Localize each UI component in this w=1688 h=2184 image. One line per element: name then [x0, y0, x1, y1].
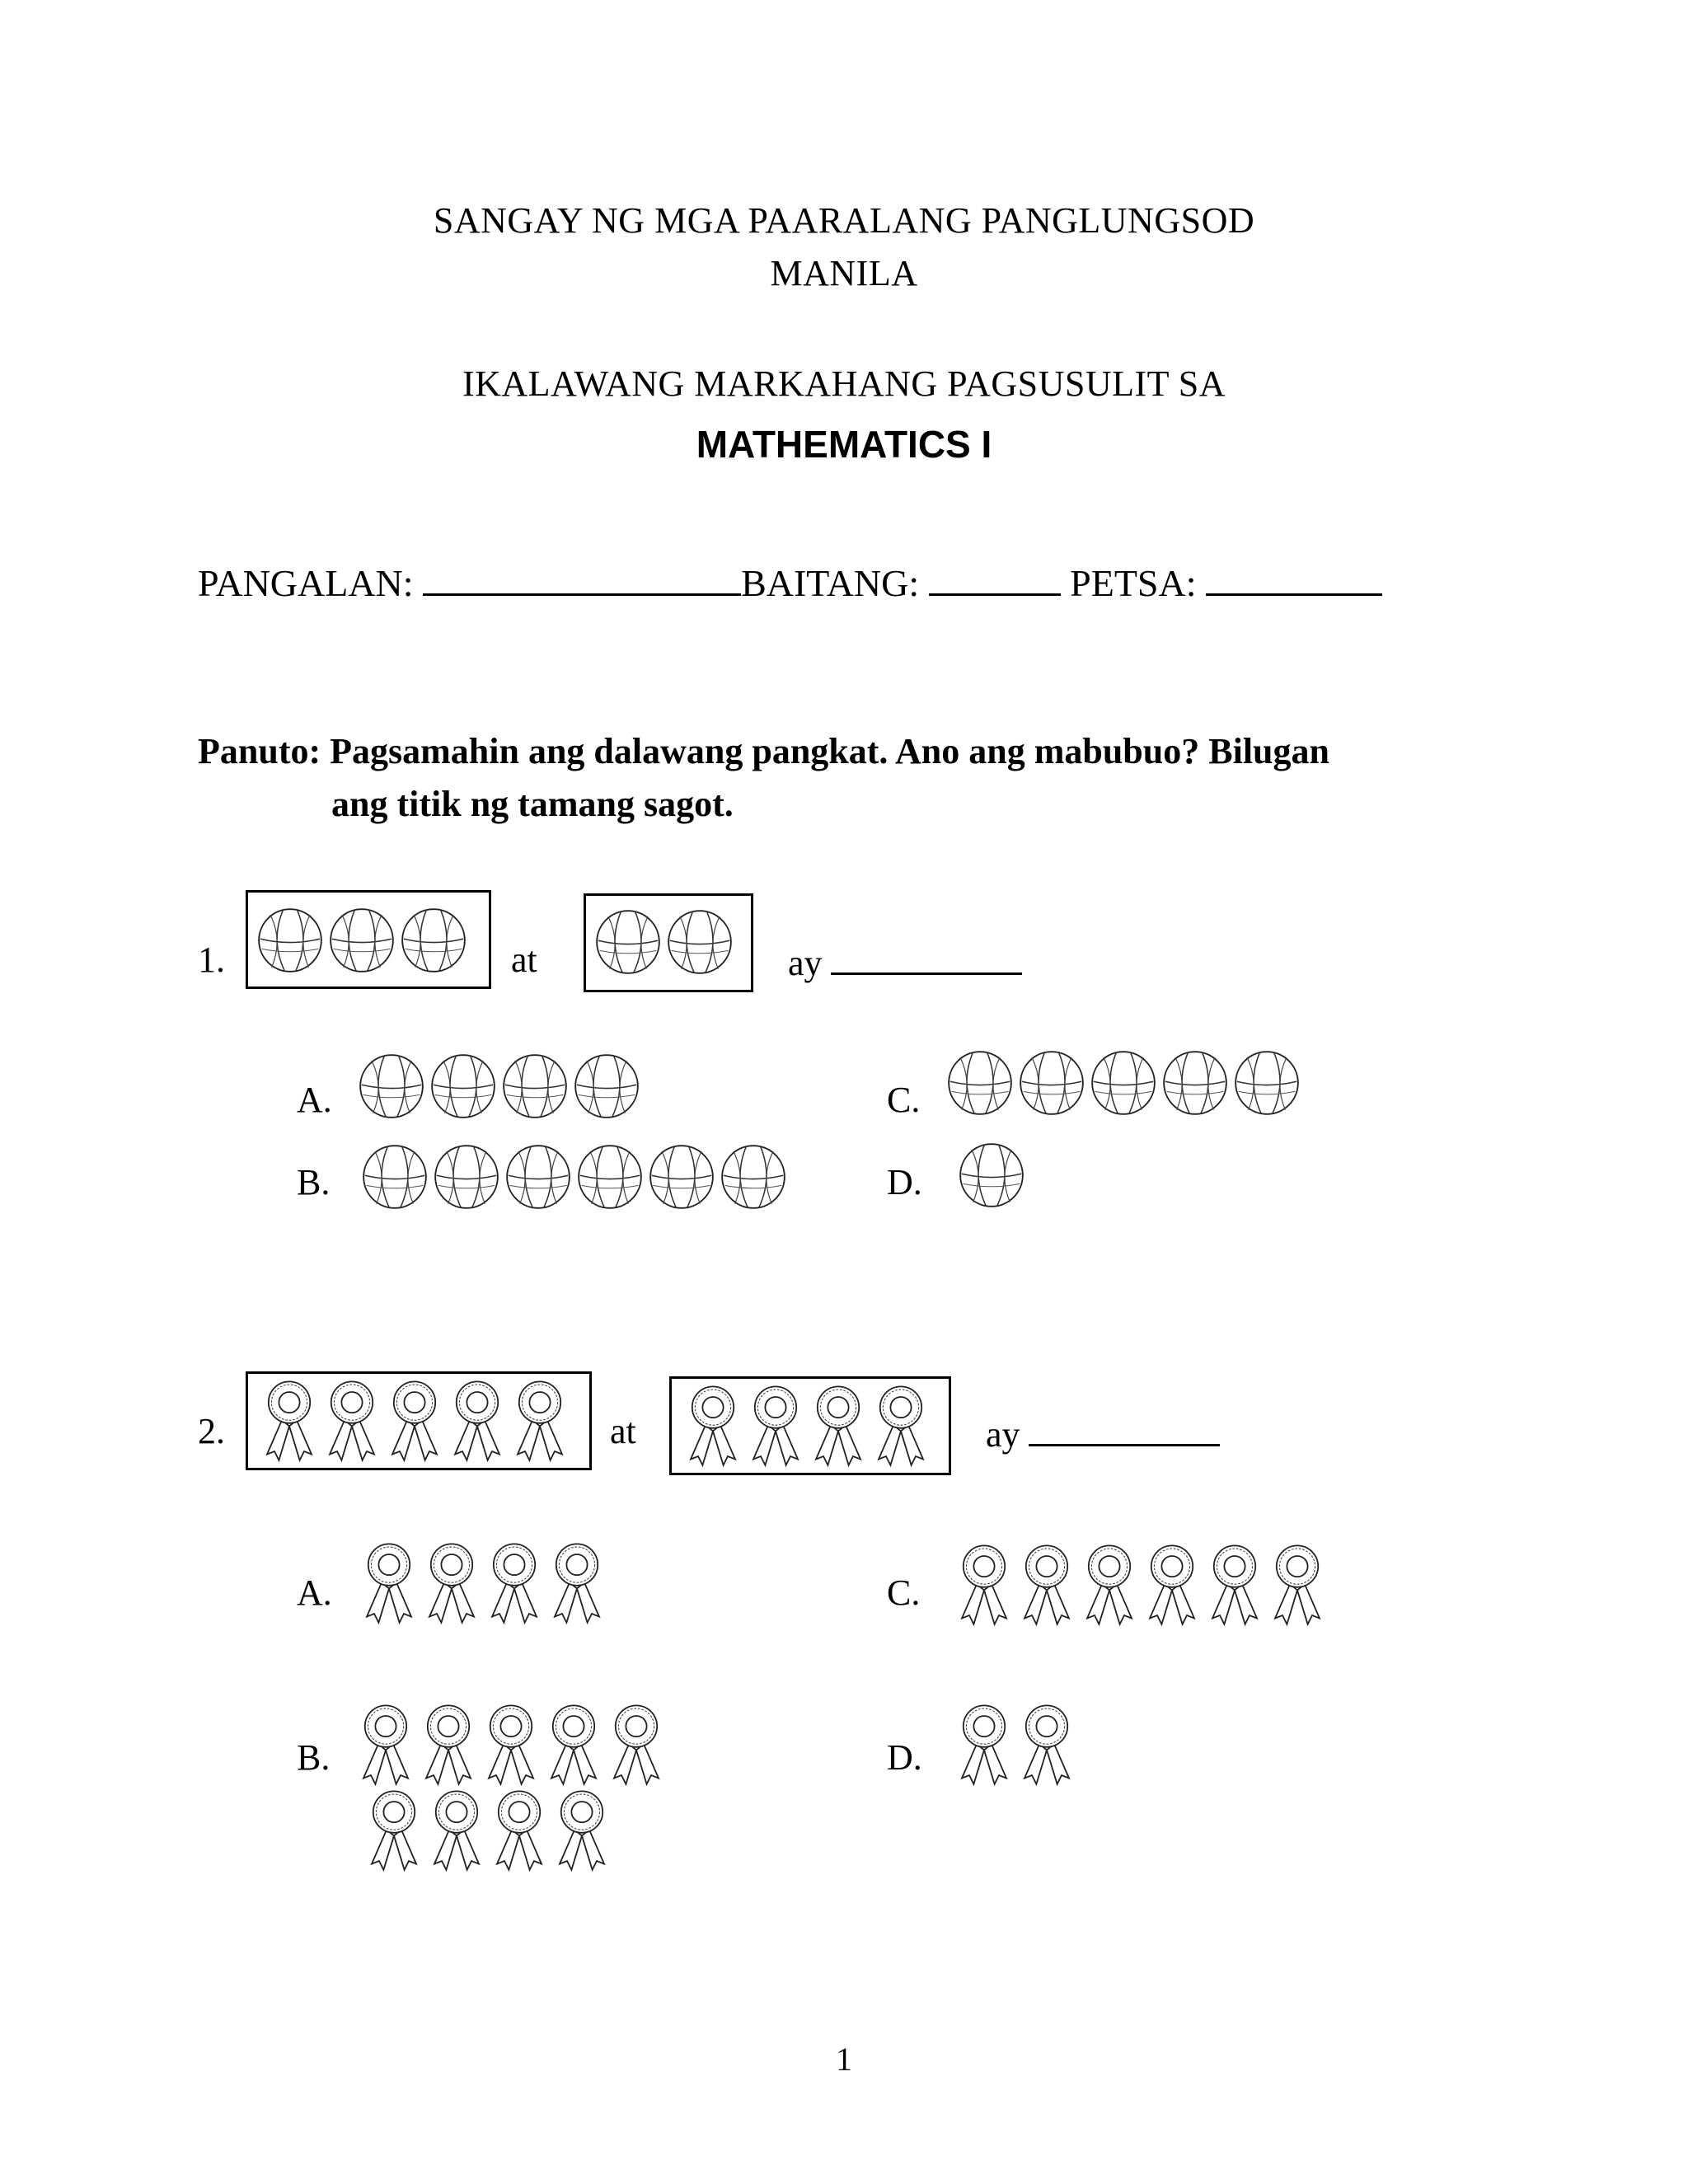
connector-at: at: [610, 1411, 636, 1451]
student-info-line: [198, 560, 1382, 606]
group-box-1: [246, 890, 491, 989]
group-box-1: [246, 1371, 592, 1470]
answer-blank[interactable]: [831, 940, 1022, 975]
basketball-icon: [431, 1136, 502, 1218]
ribbon-award-icon: [419, 1701, 478, 1790]
choice-letter[interactable]: B.: [297, 1162, 331, 1202]
ribbon-award-icon: [359, 1540, 419, 1629]
ribbon-award-icon: [422, 1540, 481, 1629]
basketball-icon: [359, 1136, 430, 1218]
choice-a-ribbons[interactable]: [359, 1540, 610, 1629]
ribbon-award-icon: [552, 1787, 612, 1876]
directions: [198, 725, 1500, 831]
basketball-icon: [1160, 1042, 1231, 1124]
basketball-icon: [499, 1045, 570, 1127]
ribbon-award-icon: [356, 1701, 415, 1790]
suffix-ay: ay: [986, 1414, 1020, 1455]
answer-prompt: [788, 940, 1022, 984]
group-2-balls: [593, 901, 736, 983]
choice-letter[interactable]: A.: [297, 1572, 332, 1613]
date-label: PETSA:: [1070, 562, 1197, 604]
basketball-icon: [1231, 1042, 1302, 1124]
suffix-ay: ay: [788, 943, 823, 983]
directions-line-2: ang titik ng tamang sagot.: [331, 784, 734, 824]
ribbon-award-icon: [485, 1540, 544, 1629]
ribbon-award-icon: [510, 1377, 570, 1466]
page-number: 1: [836, 2041, 852, 2078]
ribbon-award-icon: [607, 1701, 666, 1790]
choice-b-balls[interactable]: [359, 1136, 790, 1218]
ribbon-award-icon: [1205, 1541, 1264, 1630]
ribbon-award-icon: [746, 1382, 805, 1471]
ribbon-award-icon: [954, 1701, 1014, 1790]
basketball-icon: [718, 1136, 789, 1218]
grade-field[interactable]: [929, 560, 1061, 596]
choice-letter[interactable]: C.: [887, 1572, 921, 1613]
ribbon-award-icon: [547, 1540, 607, 1629]
directions-line-1: Panuto: Pagsamahin ang dalawang pangkat. Ano ang mabubuo? Bilugan: [198, 731, 1329, 771]
header-city: MANILA: [770, 253, 918, 293]
group-1-ribbons: [260, 1377, 573, 1466]
choice-c-ribbons[interactable]: [954, 1541, 1330, 1630]
ribbon-award-icon: [1017, 1541, 1076, 1630]
ribbon-award-icon: [1142, 1541, 1202, 1630]
basketball-icon: [398, 899, 469, 982]
answer-prompt: [986, 1411, 1220, 1455]
choice-d-ribbons[interactable]: [954, 1701, 1080, 1790]
ribbon-award-icon: [809, 1382, 868, 1471]
choice-letter[interactable]: A.: [297, 1080, 332, 1120]
basketball-icon: [255, 899, 326, 982]
group-1-balls: [255, 899, 470, 982]
choice-b-ribbons-row1[interactable]: [356, 1701, 669, 1790]
connector-at: at: [511, 940, 537, 980]
name-field[interactable]: [423, 560, 741, 596]
ribbon-award-icon: [481, 1701, 541, 1790]
ribbon-award-icon: [364, 1787, 424, 1876]
basketball-icon: [571, 1045, 642, 1127]
subject-title: MATHEMATICS I: [696, 423, 992, 466]
group-box-2: [669, 1376, 951, 1475]
choice-letter[interactable]: B.: [297, 1737, 331, 1778]
basketball-icon: [945, 1042, 1015, 1124]
group-2-ribbons: [683, 1382, 934, 1471]
choice-letter[interactable]: D.: [887, 1162, 922, 1202]
question-number: 1.: [198, 940, 225, 980]
date-field[interactable]: [1206, 560, 1382, 596]
ribbon-award-icon: [322, 1377, 382, 1466]
group-box-2: [584, 893, 753, 992]
ribbon-award-icon: [1080, 1541, 1139, 1630]
basketball-icon: [503, 1136, 574, 1218]
name-label: PANGALAN:: [198, 562, 414, 604]
ribbon-award-icon: [544, 1701, 603, 1790]
choice-letter[interactable]: C.: [887, 1080, 921, 1120]
question-number: 2.: [198, 1411, 225, 1451]
basketball-icon: [1088, 1042, 1159, 1124]
basketball-icon: [356, 1045, 427, 1127]
ribbon-award-icon: [683, 1382, 743, 1471]
choice-letter[interactable]: D.: [887, 1737, 922, 1778]
ribbon-award-icon: [260, 1377, 319, 1466]
choice-d-balls[interactable]: [956, 1134, 1028, 1216]
ribbon-award-icon: [954, 1541, 1014, 1630]
basketball-icon: [574, 1136, 645, 1218]
ribbon-award-icon: [490, 1787, 549, 1876]
basketball-icon: [428, 1045, 499, 1127]
basketball-icon: [326, 899, 397, 982]
ribbon-award-icon: [427, 1787, 486, 1876]
basketball-icon: [1016, 1042, 1087, 1124]
ribbon-award-icon: [1268, 1541, 1327, 1630]
basketball-icon: [646, 1136, 717, 1218]
basketball-icon: [956, 1134, 1027, 1216]
grade-label: BAITANG:: [741, 562, 920, 604]
choice-a-balls[interactable]: [356, 1045, 643, 1127]
choice-b-ribbons-row2[interactable]: [364, 1787, 615, 1876]
basketball-icon: [664, 901, 735, 983]
ribbon-award-icon: [448, 1377, 507, 1466]
answer-blank[interactable]: [1029, 1411, 1220, 1446]
basketball-icon: [593, 901, 663, 983]
choice-c-balls[interactable]: [945, 1042, 1303, 1124]
ribbon-award-icon: [1017, 1701, 1076, 1790]
ribbon-award-icon: [871, 1382, 931, 1471]
header-exam-title: IKALAWANG MARKAHANG PAGSUSULIT SA: [462, 363, 1226, 404]
ribbon-award-icon: [385, 1377, 444, 1466]
header-district: SANGAY NG MGA PAARALANG PANGLUNGSOD: [433, 200, 1255, 241]
